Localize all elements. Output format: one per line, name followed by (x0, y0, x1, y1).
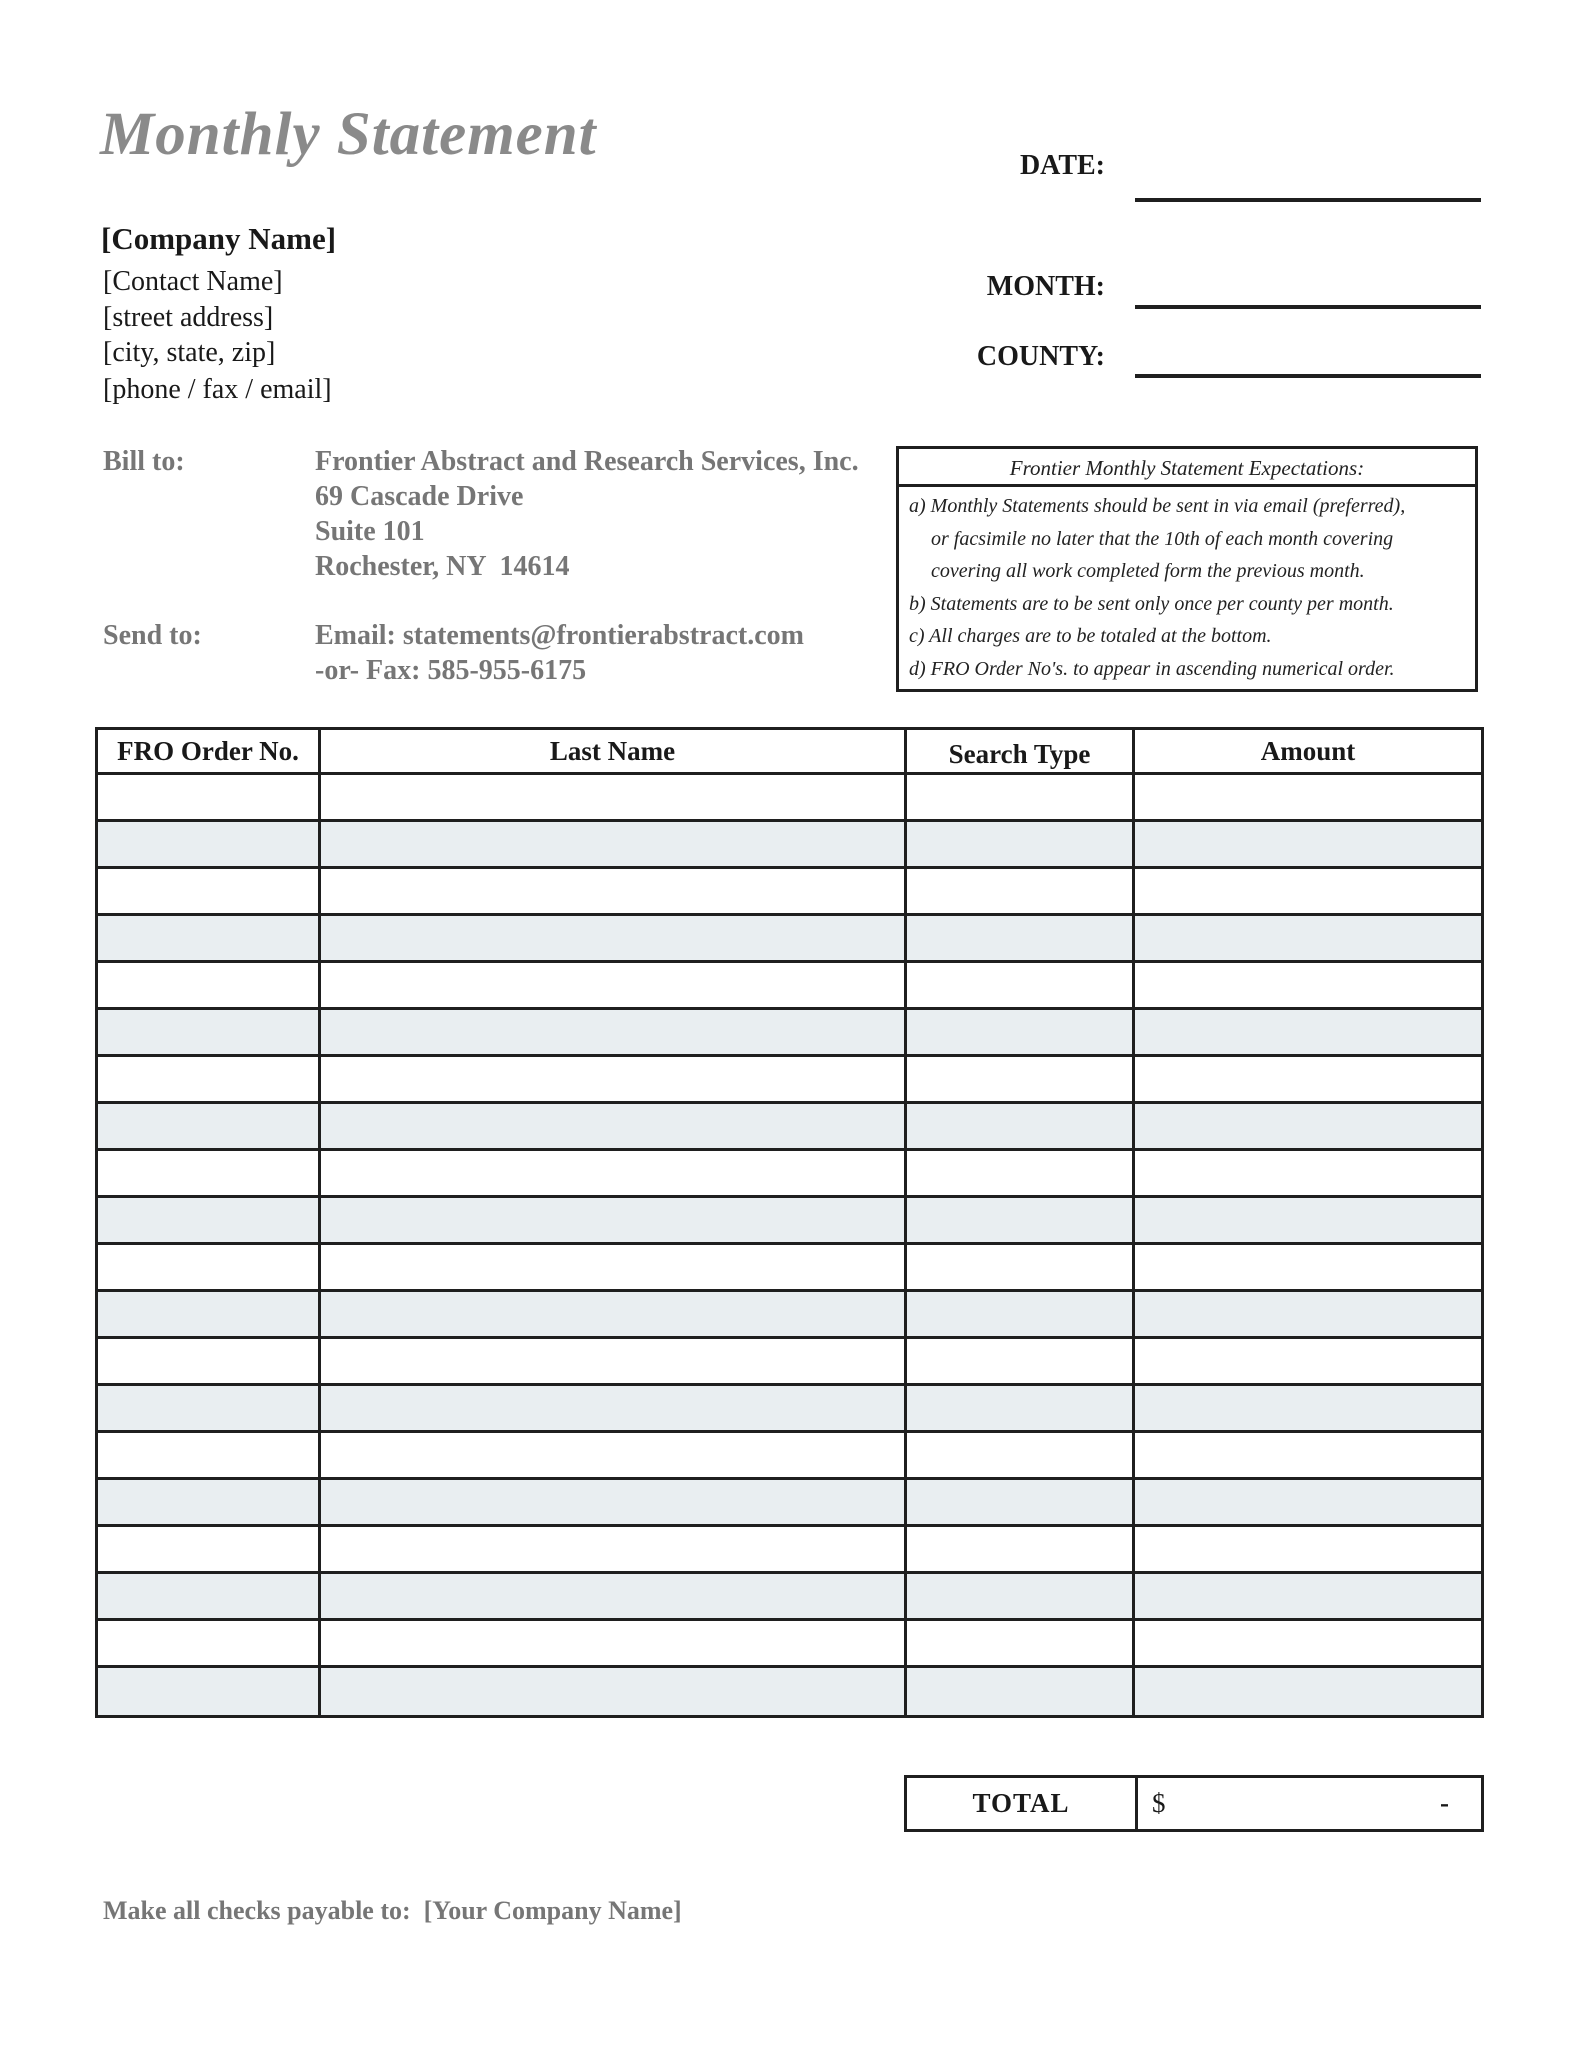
county-label: COUNTY: (976, 341, 1105, 372)
table-cell[interactable] (318, 1386, 904, 1430)
table-cell[interactable] (904, 775, 1132, 819)
table-cell[interactable] (318, 1292, 904, 1336)
table-row (98, 1057, 1481, 1104)
expectation-item: b) Statements are to be sent only once per county per month. (909, 592, 1394, 615)
table-cell[interactable] (904, 1339, 1132, 1383)
send-to-label: Send to: (103, 620, 202, 651)
table-row (98, 963, 1481, 1010)
table-cell[interactable] (318, 1151, 904, 1195)
expectation-item: d) FRO Order No's. to appear in ascending numerical order. (909, 657, 1395, 680)
table-cell[interactable] (318, 1339, 904, 1383)
table-cell[interactable] (318, 1433, 904, 1477)
table-row (98, 775, 1481, 822)
table-row (98, 1574, 1481, 1621)
table-cell[interactable] (318, 1574, 904, 1618)
table-cell[interactable] (904, 963, 1132, 1007)
table-cell[interactable] (318, 822, 904, 866)
bill-to-line: Rochester, NY 14614 (315, 551, 570, 582)
table-cell[interactable] (98, 1151, 318, 1195)
city-state-zip-placeholder: [city, state, zip] (103, 337, 276, 368)
table-cell[interactable] (1132, 822, 1481, 866)
expectations-list (899, 487, 1475, 689)
table-cell[interactable] (98, 1621, 318, 1665)
total-value: - (1440, 1788, 1449, 1818)
table-cell[interactable] (904, 1527, 1132, 1571)
table-cell[interactable] (98, 1668, 318, 1715)
statement-table (95, 727, 1484, 1718)
table-cell[interactable] (904, 1480, 1132, 1524)
table-cell[interactable] (904, 1151, 1132, 1195)
table-row (98, 1527, 1481, 1574)
table-cell[interactable] (904, 1010, 1132, 1054)
total-label: TOTAL (907, 1778, 1138, 1829)
bill-to-line: Suite 101 (315, 516, 425, 547)
table-cell[interactable] (98, 1010, 318, 1054)
bill-to-line: 69 Cascade Drive (315, 481, 524, 512)
table-cell[interactable] (904, 916, 1132, 960)
table-cell[interactable] (318, 916, 904, 960)
table-row (98, 1292, 1481, 1339)
expectation-item: a) Monthly Statements should be sent in via email (preferred), (909, 495, 1406, 517)
table-cell[interactable] (904, 1292, 1132, 1336)
table-cell[interactable] (1132, 869, 1481, 913)
table-cell[interactable] (1132, 1245, 1481, 1289)
table-cell[interactable] (904, 1386, 1132, 1430)
contact-name-placeholder: [Contact Name] (103, 266, 283, 297)
table-cell[interactable] (904, 1245, 1132, 1289)
expectations-title: Frontier Monthly Statement Expectations: (899, 449, 1475, 487)
month-input-line[interactable] (1135, 305, 1481, 309)
table-cell[interactable] (98, 869, 318, 913)
table-cell[interactable] (1132, 1668, 1481, 1715)
table-cell[interactable] (1132, 1010, 1481, 1054)
column-header-search-type: Search Type (904, 730, 1132, 772)
table-cell[interactable] (1132, 1104, 1481, 1148)
table-body (98, 775, 1481, 1715)
table-cell[interactable] (904, 822, 1132, 866)
table-cell[interactable] (318, 1480, 904, 1524)
table-cell[interactable] (904, 869, 1132, 913)
date-label: DATE: (1019, 150, 1105, 181)
table-cell[interactable] (1132, 1527, 1481, 1571)
table-cell[interactable] (1132, 1621, 1481, 1665)
table-cell[interactable] (1132, 1057, 1481, 1101)
table-cell[interactable] (1132, 916, 1481, 960)
table-cell[interactable] (98, 1527, 318, 1571)
expectation-item: c) All charges are to be totaled at the bottom. (909, 625, 1272, 647)
table-cell[interactable] (98, 963, 318, 1007)
column-header-fro-order-no: FRO Order No. (117, 735, 299, 766)
table-cell[interactable] (1132, 775, 1481, 819)
table-cell[interactable] (1132, 1339, 1481, 1383)
table-header-row (98, 730, 1481, 775)
table-cell[interactable] (318, 1198, 904, 1242)
send-to-email-line: Email: statements@frontierabstract.com (315, 620, 804, 651)
table-cell[interactable] (904, 1621, 1132, 1665)
table-cell[interactable] (904, 1198, 1132, 1242)
checks-payable-note: Make all checks payable to: [Your Company Name] (103, 1896, 682, 1925)
company-name-placeholder: [Company Name] (101, 221, 337, 256)
bill-to-line: Frontier Abstract and Research Services, Inc. (315, 446, 859, 477)
table-cell[interactable] (98, 1339, 318, 1383)
table-row (98, 916, 1481, 963)
table-row (98, 1386, 1481, 1433)
table-cell[interactable] (1132, 1433, 1481, 1477)
table-cell[interactable] (318, 1245, 904, 1289)
table-cell[interactable] (98, 1574, 318, 1618)
table-row (98, 1245, 1481, 1292)
expectation-item: or facsimile no later that the 10th of each month covering (931, 527, 1394, 550)
column-header-amount: Amount (1132, 730, 1481, 772)
total-amount-cell[interactable] (1138, 1778, 1481, 1829)
table-cell[interactable] (318, 775, 904, 819)
county-input-line[interactable] (1135, 374, 1481, 378)
table-cell[interactable] (904, 1104, 1132, 1148)
table-row (98, 1668, 1481, 1715)
table-row (98, 1104, 1481, 1151)
table-row (98, 1198, 1481, 1245)
table-row (98, 1621, 1481, 1668)
table-cell[interactable] (98, 1433, 318, 1477)
page-title: Monthly Statement (100, 101, 597, 168)
currency-symbol: $ (1152, 1788, 1166, 1818)
column-header-last-name: Last Name (318, 730, 904, 772)
table-cell[interactable] (98, 1245, 318, 1289)
table-cell[interactable] (98, 1292, 318, 1336)
table-cell[interactable] (318, 1527, 904, 1571)
month-label: MONTH: (986, 271, 1105, 302)
table-row (98, 869, 1481, 916)
table-cell[interactable] (98, 822, 318, 866)
table-cell[interactable] (904, 1574, 1132, 1618)
table-cell[interactable] (98, 1386, 318, 1430)
street-address-placeholder: [street address] (103, 302, 274, 333)
table-row (98, 1480, 1481, 1527)
send-to-fax-line: -or- Fax: 585-955-6175 (315, 655, 587, 686)
table-cell[interactable] (98, 1104, 318, 1148)
table-cell[interactable] (1132, 1151, 1481, 1195)
table-cell[interactable] (98, 1057, 318, 1101)
table-cell[interactable] (318, 963, 904, 1007)
table-cell[interactable] (904, 1057, 1132, 1101)
table-row (98, 822, 1481, 869)
date-input-line[interactable] (1135, 198, 1481, 202)
table-cell[interactable] (318, 1621, 904, 1665)
table-cell[interactable] (98, 916, 318, 960)
table-cell[interactable] (318, 1104, 904, 1148)
table-cell[interactable] (98, 775, 318, 819)
table-row (98, 1433, 1481, 1480)
table-cell[interactable] (98, 1480, 318, 1524)
table-cell[interactable] (1132, 963, 1481, 1007)
table-cell[interactable] (1132, 1292, 1481, 1336)
table-row (98, 1339, 1481, 1386)
bill-to-label: Bill to: (103, 446, 185, 477)
table-cell[interactable] (318, 1668, 904, 1715)
table-row (98, 1010, 1481, 1057)
table-cell[interactable] (904, 1433, 1132, 1477)
table-cell[interactable] (98, 1198, 318, 1242)
table-cell[interactable] (904, 1668, 1132, 1715)
table-cell[interactable] (318, 1057, 904, 1101)
table-cell[interactable] (1132, 1386, 1481, 1430)
total-row (904, 1775, 1484, 1832)
expectations-box (896, 446, 1478, 692)
table-cell[interactable] (318, 1010, 904, 1054)
table-cell[interactable] (318, 869, 904, 913)
expectation-item: covering all work completed form the previous month. (931, 560, 1365, 582)
table-cell[interactable] (1132, 1574, 1481, 1618)
table-row (98, 1151, 1481, 1198)
table-cell[interactable] (1132, 1480, 1481, 1524)
table-cell[interactable] (1132, 1198, 1481, 1242)
phone-fax-email-placeholder: [phone / fax / email] (103, 374, 332, 405)
